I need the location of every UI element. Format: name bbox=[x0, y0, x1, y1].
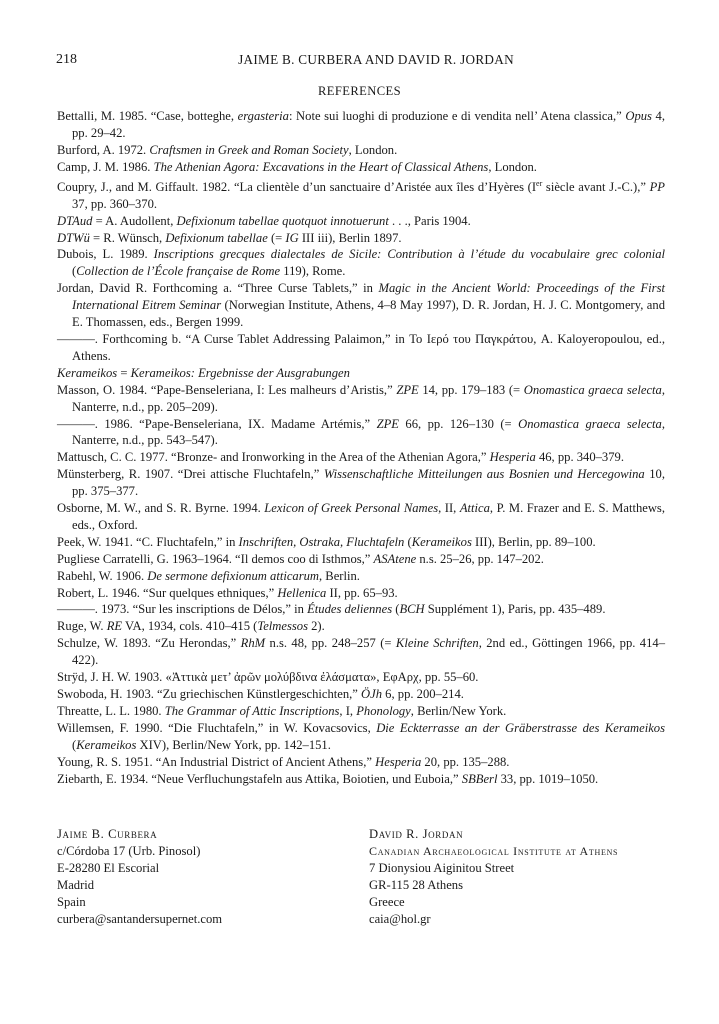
reference-text: Osborne, M. W., and S. R. Byrne. 1994. bbox=[57, 501, 265, 516]
reference-italic-text: RE bbox=[106, 619, 123, 634]
reference-entry bbox=[57, 534, 665, 551]
reference-italic-text: Onomastica graeca selecta bbox=[523, 382, 662, 397]
reference-text: , Nanterre, n.d., pp. 543–547). bbox=[72, 416, 665, 448]
reference-entry bbox=[57, 754, 665, 771]
address-line: 7 Dionysiou Aiginitou Street bbox=[369, 861, 515, 876]
reference-text: Burford, A. 1972. bbox=[57, 142, 150, 157]
reference-text: ( bbox=[72, 264, 77, 279]
reference-entry bbox=[57, 176, 665, 213]
reference-text: , 2nd ed., Göttingen 1966, pp. 414–422). bbox=[72, 636, 665, 668]
reference-italic-text: The Athenian Agora: Excavations in the Heart of Classical Athens bbox=[153, 159, 489, 174]
reference-italic-text: Defixionum tabellae bbox=[165, 230, 268, 245]
reference-text: Threatte, L. L. 1980. bbox=[57, 703, 165, 718]
reference-text: Bettalli, M. 1985. “Case, botteghe, bbox=[57, 109, 238, 123]
reference-italic-text: ASAtene bbox=[373, 551, 417, 566]
reference-italic-text: DTAud bbox=[57, 213, 93, 228]
reference-italic-text: The Grammar of Attic Inscriptions bbox=[164, 703, 340, 718]
address-line: E-28280 El Escorial bbox=[57, 861, 160, 876]
reference-italic-text: Hesperia bbox=[375, 754, 422, 769]
running-head: JAIME B. CURBERA AND DAVID R. JORDAN bbox=[238, 52, 514, 67]
reference-text: , Berlin/New York. bbox=[410, 703, 507, 718]
reference-entry bbox=[57, 568, 665, 585]
reference-text: Ruge, W. bbox=[57, 619, 107, 634]
reference-entry bbox=[57, 635, 665, 669]
reference-entry bbox=[57, 466, 665, 500]
reference-text: siècle avant J.-C.),” bbox=[542, 179, 650, 194]
reference-entry bbox=[57, 585, 665, 602]
reference-text: XIV), Berlin/New York, pp. 142–151. bbox=[136, 737, 331, 752]
reference-text: Willemsen, F. 1990. “Die Fluchtafeln,” in W. Kovacsovics, bbox=[57, 720, 377, 735]
reference-italic-text: PP bbox=[649, 179, 665, 194]
reference-text: : Note sui luoghi di produzione e di vendita nell’ Atena classica,” bbox=[288, 109, 626, 123]
reference-entry bbox=[57, 449, 665, 466]
address-line: Greece bbox=[369, 895, 405, 910]
reference-italic-text: Defixionum tabellae quotquot innotuerunt bbox=[176, 213, 389, 228]
reference-italic-text: Onomastica graeca selecta bbox=[518, 416, 662, 431]
reference-entry bbox=[57, 365, 665, 382]
reference-text: er bbox=[536, 178, 543, 188]
reference-entry bbox=[57, 551, 665, 568]
reference-text: 37, pp. 360–370. bbox=[72, 196, 158, 211]
reference-entry bbox=[57, 331, 665, 365]
reference-text: 66, pp. 126–130 (= bbox=[398, 416, 519, 431]
reference-entry bbox=[57, 601, 665, 618]
reference-text: 2). bbox=[307, 619, 325, 634]
reference-italic-text: Hesperia bbox=[489, 450, 536, 465]
reference-entry bbox=[57, 382, 665, 416]
reference-text: , London. bbox=[488, 159, 537, 174]
reference-entry bbox=[57, 280, 665, 331]
reference-entry bbox=[57, 142, 665, 159]
reference-entry bbox=[57, 686, 665, 703]
reference-italic-text: Wissenschaftliche Mitteilungen aus Bosnien und Hercegowina bbox=[323, 467, 645, 482]
address-line: Spain bbox=[57, 895, 86, 910]
address-line: GR-115 28 Athens bbox=[369, 878, 463, 893]
institution-name: Canadian Archaeological Institute at Athens bbox=[369, 844, 619, 859]
email-address: caia@hol.gr bbox=[369, 912, 431, 927]
reference-italic-text: IG bbox=[285, 230, 299, 245]
reference-entry bbox=[57, 108, 665, 142]
reference-text: Jordan, David R. Forthcoming a. “Three Curse Tablets,” in bbox=[57, 281, 379, 296]
reference-italic-text: Hellenica bbox=[277, 585, 327, 600]
reference-text: Strÿd, J. H. W. 1903. «Ἀττικὰ μετ’ ἀρῶν μολύβδινα ἐλάσματα», ΕφΑρχ, pp. 55–60. bbox=[57, 670, 479, 685]
reference-italic-text: Attica bbox=[459, 501, 490, 516]
reference-text: = bbox=[117, 365, 131, 380]
reference-text: ———. 1973. “Sur les inscriptions de Délos,” in bbox=[57, 602, 308, 617]
author-address-curbera bbox=[57, 826, 222, 929]
reference-italic-text: Kerameikos bbox=[76, 737, 137, 752]
reference-text: Supplément 1), Paris, pp. 435–489. bbox=[424, 602, 606, 617]
reference-italic-text: Études deliennes bbox=[307, 602, 393, 617]
reference-italic-text: DTWü bbox=[57, 230, 90, 245]
reference-italic-text: SBBerl bbox=[461, 771, 498, 786]
reference-italic-text: ZPE bbox=[396, 382, 419, 397]
reference-text: (= bbox=[267, 230, 286, 245]
reference-text: n.s. 48, pp. 248–257 (= bbox=[265, 636, 396, 651]
reference-italic-text: ergasteria bbox=[237, 109, 289, 123]
reference-italic-text: Collection de l’École française de Rome bbox=[76, 264, 281, 279]
reference-text: ———. 1986. “Pape-Benseleriana, IX. Madame Artémis,” bbox=[57, 416, 377, 431]
reference-text: Mattusch, C. C. 1977. “Bronze- and Ironworking in the Area of the Athenian Agora,” bbox=[57, 450, 490, 465]
reference-text: ( bbox=[72, 737, 77, 752]
reference-text: n.s. 25–26, pp. 147–202. bbox=[416, 551, 544, 566]
reference-italic-text: Kerameikos: Ergebnisse der Ausgrabungen bbox=[130, 365, 350, 380]
reference-text: III), Berlin, pp. 89–100. bbox=[471, 534, 596, 549]
reference-italic-text: Kerameikos bbox=[57, 365, 118, 380]
reference-text: III iii), Berlin 1897. bbox=[298, 230, 402, 245]
reference-text: 14, pp. 179–183 (= bbox=[418, 382, 524, 397]
reference-text: , P. M. Frazer and E. S. Matthews, eds., Oxford. bbox=[72, 501, 665, 532]
reference-entry bbox=[57, 703, 665, 720]
reference-text: , I, bbox=[339, 703, 357, 718]
reference-italic-text: Lexicon of Greek Personal Names bbox=[264, 501, 439, 516]
reference-text: . . ., Paris 1904. bbox=[388, 213, 471, 228]
reference-italic-text: Inscriptions grecques dialectales de Sicile: Contribution à l’étude du vocabulaire grec colonial bbox=[153, 247, 665, 262]
reference-text: 6, pp. 200–214. bbox=[382, 687, 464, 701]
reference-italic-text: ZPE bbox=[376, 416, 399, 431]
reference-italic-text: Craftsmen in Greek and Roman Society bbox=[149, 142, 349, 157]
reference-italic-text: Phonology bbox=[356, 703, 411, 718]
reference-text: II, pp. 65–93. bbox=[326, 585, 398, 600]
reference-text: 119), Rome. bbox=[280, 264, 346, 279]
reference-list bbox=[57, 108, 665, 787]
author-address-jordan bbox=[369, 826, 618, 929]
reference-text: Young, R. S. 1951. “An Industrial District of Ancient Athens,” bbox=[57, 754, 376, 769]
reference-entry bbox=[57, 213, 665, 230]
reference-italic-text: Kerameikos bbox=[411, 534, 472, 549]
reference-text: = R. Wünsch, bbox=[89, 230, 166, 245]
reference-entry bbox=[57, 500, 665, 534]
reference-italic-text: Inschriften, Ostraka, Fluchtafeln bbox=[238, 534, 405, 549]
author-name: Jaime B. Curbera bbox=[57, 827, 158, 841]
reference-text: Münsterberg, R. 1907. “Drei attische Fluchtafeln,” bbox=[57, 467, 324, 482]
reference-text: Masson, O. 1984. “Pape-Benseleriana, I: Les malheurs d’Aristis,” bbox=[57, 382, 397, 397]
reference-text: 33, pp. 1019–1050. bbox=[497, 771, 599, 786]
reference-text: Swoboda, H. 1903. “Zu griechischen Künstlergeschichten,” bbox=[57, 687, 362, 701]
reference-text: ( bbox=[404, 534, 412, 549]
reference-italic-text: Die Eckterrasse an der Gräberstrasse des Kerameikos bbox=[376, 720, 665, 735]
address-line: Madrid bbox=[57, 878, 95, 893]
reference-text: 20, pp. 135–288. bbox=[421, 754, 510, 769]
reference-text: Ziebarth, E. 1934. “Neue Verfluchungstafeln aus Attika, Boiotien, und Euboia,” bbox=[57, 771, 462, 786]
reference-entry bbox=[57, 669, 665, 686]
reference-text: , Berlin. bbox=[319, 568, 360, 583]
reference-text: Pugliese Carratelli, G. 1963–1964. “Il demos coo di Isthmos,” bbox=[57, 551, 374, 566]
reference-text: , London. bbox=[348, 142, 398, 157]
reference-text: ( bbox=[392, 602, 400, 617]
section-title: REFERENCES bbox=[317, 84, 402, 98]
reference-italic-text: De sermone defixionum atticarum bbox=[147, 568, 319, 583]
reference-text: Coupry, J., and M. Giffault. 1982. “La clientèle d’un sanctuaire d’Aristée aux îles d’Hyères (I bbox=[57, 179, 537, 194]
reference-text: VA, 1934, cols. 410–415 ( bbox=[122, 619, 258, 634]
reference-italic-text: Opus bbox=[625, 109, 652, 123]
page-header bbox=[56, 52, 666, 72]
reference-entry bbox=[57, 416, 665, 450]
reference-text: 10, pp. 375–377. bbox=[72, 467, 666, 499]
author-name: David R. Jordan bbox=[369, 827, 464, 841]
reference-entry bbox=[57, 230, 665, 247]
author-addresses bbox=[57, 826, 665, 936]
reference-text: = A. Audollent, bbox=[92, 213, 177, 228]
address-line: c/Córdoba 17 (Urb. Pinosol) bbox=[57, 844, 201, 859]
reference-text: ———. Forthcoming b. “A Curse Tablet Addressing Palaimon,” in Το Ιερό του Παγκράτου, A. Kaloyeropoulou, ed., Athens. bbox=[57, 331, 665, 363]
reference-entry bbox=[57, 246, 665, 280]
reference-text: , Nanterre, n.d., pp. 205–209). bbox=[72, 382, 665, 414]
reference-text: Peek, W. 1941. “C. Fluchtafeln,” in bbox=[57, 534, 239, 549]
reference-entry bbox=[57, 159, 665, 176]
reference-text: Rabehl, W. 1906. bbox=[57, 568, 148, 583]
reference-italic-text: BCH bbox=[399, 602, 425, 617]
reference-entry bbox=[57, 618, 665, 635]
reference-text: 46, pp. 340–379. bbox=[535, 450, 624, 465]
reference-entry bbox=[57, 771, 665, 788]
page-number: 218 bbox=[56, 52, 77, 67]
reference-text: Schulze, W. 1893. “Zu Herondas,” bbox=[57, 636, 241, 651]
reference-italic-text: Magic in the Ancient World: Proceedings of the First International Eitrem Seminar bbox=[72, 281, 665, 313]
reference-text: (Norwegian Institute, Athens, 4–8 May 1997), D. R. Jordan, H. J. C. Montgomery, and E. Thomassen, eds., Bergen 1999. bbox=[72, 298, 665, 330]
email-address: curbera@santandersupernet.com bbox=[57, 912, 223, 927]
reference-italic-text: Kleine Schriften bbox=[395, 636, 479, 651]
reference-entry bbox=[57, 720, 665, 754]
reference-italic-text: Telmessos bbox=[257, 619, 308, 634]
reference-text: 4, pp. 29–42. bbox=[72, 109, 665, 140]
reference-italic-text: ÖJh bbox=[361, 687, 383, 701]
reference-text: Dubois, L. 1989. bbox=[57, 247, 154, 262]
reference-text: Robert, L. 1946. “Sur quelques ethniques,” bbox=[57, 585, 278, 600]
reference-italic-text: RhM bbox=[240, 636, 266, 651]
reference-text: , II, bbox=[438, 501, 460, 516]
reference-text: Camp, J. M. 1986. bbox=[57, 159, 154, 174]
